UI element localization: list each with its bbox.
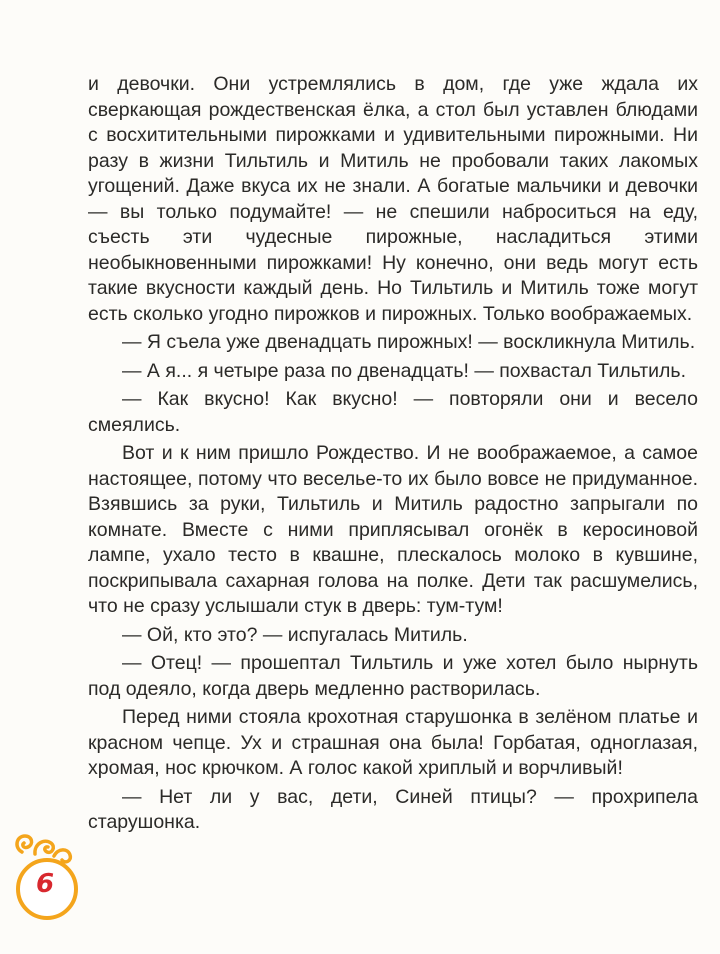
paragraph: Вот и к ним пришло Рождество. И не воображаемое, а самое настоящее, потому что веселье-то их было вовсе не придуманное. Взявшись за руки, Тильтиль и Митиль радостно запрыгали по комнате. Вместе с ними приплясывал огонёк в керосиновой лампе, ухало тесто в квашне, плескалось молоко в кувшине, поскрипывала сахарная голова на полке. Дети так расшумелись, что не сразу услышали стук в дверь: тум-тум!	[88, 442, 698, 617]
paragraph: — Нет ли у вас, дети, Синей птицы? — прохрипела старушонка.	[88, 785, 698, 833]
page-text	[88, 72, 698, 839]
paragraph: Перед ними стояла крохотная старушонка в зелёном платье и красном чепце. Ух и страшная она была! Горбатая, одноглазая, хромая, нос крючком. А голос какой хриплый и ворчливый!	[88, 706, 698, 779]
paragraph: — Как вкусно! Как вкусно! — повторяли они и весело смеялись.	[88, 388, 698, 436]
paragraph: — Ой, кто это? — испугалась Митиль.	[122, 623, 468, 646]
page-number: 6	[35, 869, 55, 899]
paragraph: — А я... я четыре раза по двенадцать! — похвастал Тильтиль.	[122, 359, 687, 382]
paragraph: — Отец! — прошептал Тильтиль и уже хотел было нырнуть под одеяло, когда дверь медленно растворилась.	[88, 652, 698, 700]
paragraph: и девочки. Они устремлялись в дом, где уже ждала их сверкающая рождественская ёлка, а стол был уставлен блюдами с восхитительными пирожками и удивительными пирожными. Ни разу в жизни Тильтиль и Митиль не пробовали таких лакомых угощений. Даже вкуса их не знали. А богатые мальчики и девочки — вы только подумайте! — не спешили наброситься на еду, съесть эти чудесные пирожные, насладиться этими необыкновенными пирожками! Ну конечно, они ведь могут есть такие вкусности каждый день. Но Тильтиль и Митиль тоже могут есть сколько угодно пирожков и пирожных. Только воображаемых.	[88, 73, 698, 325]
paragraph: — Я съела уже двенадцать пирожных! — воскликнула Митиль.	[122, 331, 696, 353]
